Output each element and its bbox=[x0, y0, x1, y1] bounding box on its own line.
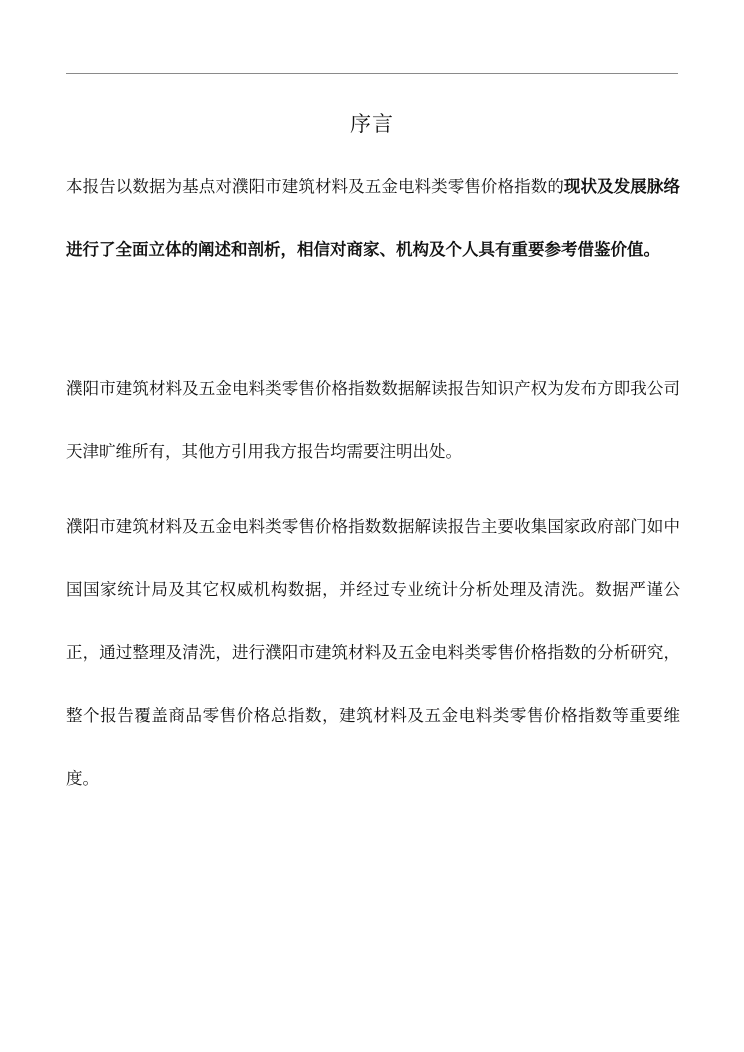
intro-paragraph bbox=[66, 155, 680, 281]
copyright-paragraph: 濮阳市建筑材料及五金电料类零售价格指数数据解读报告知识产权为发布方即我公司天津旷维所有，其他方引用我方报告均需要注明出处。 bbox=[66, 379, 680, 461]
page-title: 序言 bbox=[350, 112, 394, 136]
intro-text-bold: 现状及发展脉络进行了全面立体的阐述和剖析，相信对商家、机构及个人具有重要参考借鉴价值。 bbox=[66, 177, 681, 259]
header-divider bbox=[66, 73, 678, 74]
intro-text-normal: 本报告以数据为基点对濮阳市建筑材料及五金电料类零售价格指数的 bbox=[66, 177, 564, 196]
data-source-paragraph: 濮阳市建筑材料及五金电料类零售价格指数数据解读报告主要收集国家政府部门如中国国家统计局及其它权威机构数据，并经过专业统计分析处理及清洗。数据严谨公正，通过整理及清洗，进行濮阳市建筑材料及五金电料类零售价格指数的分析研究，整个报告覆盖商品零售价格总指数，建筑材料及五金电料类零售价格指数等重要维度。 bbox=[66, 517, 680, 788]
